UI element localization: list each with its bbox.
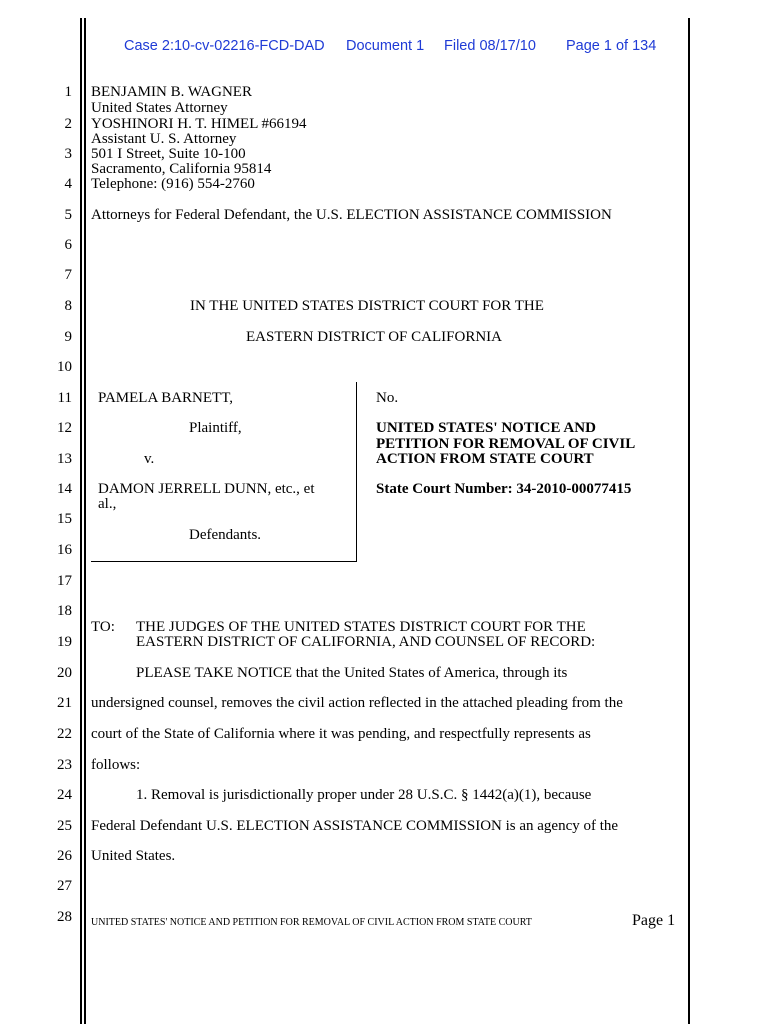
- defendant-role: Defendants.: [189, 527, 262, 543]
- line-number: 13: [57, 451, 72, 467]
- line-number: 1: [64, 84, 72, 100]
- filed-date: Filed 08/17/10: [444, 38, 536, 54]
- defendant-name-line2: al.,: [98, 496, 117, 512]
- body-line: PLEASE TAKE NOTICE that the United States of America, through its: [136, 665, 568, 681]
- document-number: Document 1: [346, 38, 425, 54]
- page-of-total: Page 1 of 134: [566, 38, 657, 54]
- line-number: 27: [57, 878, 72, 894]
- line-number: 16: [57, 542, 72, 558]
- line-number: 25: [57, 818, 72, 834]
- body-line: United States.: [91, 848, 176, 864]
- footer-page-number: Page 1: [632, 912, 676, 929]
- case-number: Case 2:10-cv-02216-FCD-DAD: [124, 38, 325, 54]
- right-margin-rule: [688, 18, 690, 1024]
- body-line: undersigned counsel, removes the civil action reflected in the attached pleading from the: [91, 695, 623, 711]
- attorney-line: YOSHINORI H. T. HIMEL #66194: [91, 116, 307, 132]
- line-number: 15: [57, 511, 72, 527]
- line-number: 8: [64, 298, 72, 314]
- state-court-number: State Court Number: 34-2010-00077415: [376, 481, 632, 497]
- court-heading-line1: IN THE UNITED STATES DISTRICT COURT FOR THE: [190, 298, 544, 314]
- document-title-line: ACTION FROM STATE COURT: [376, 451, 594, 467]
- line-number: 22: [57, 726, 72, 742]
- document-title-line: PETITION FOR REMOVAL OF CIVIL: [376, 436, 636, 452]
- line-number: 24: [57, 787, 72, 803]
- attorney-line: 501 I Street, Suite 10-100: [91, 146, 246, 162]
- line-number: 5: [64, 207, 72, 223]
- line-number: 26: [57, 848, 72, 864]
- line-number: 19: [57, 634, 72, 650]
- attorney-line: Sacramento, California 95814: [91, 161, 272, 177]
- to-label: TO:: [91, 619, 115, 635]
- body-line: follows:: [91, 757, 141, 773]
- plaintiff-name: PAMELA BARNETT,: [98, 390, 234, 406]
- line-number: 14: [57, 481, 72, 497]
- attorneys-for-line: Attorneys for Federal Defendant, the U.S. ELECTION ASSISTANCE COMMISSION: [91, 207, 612, 223]
- to-line1: THE JUDGES OF THE UNITED STATES DISTRICT COURT FOR THE: [136, 619, 586, 635]
- line-number: 11: [57, 390, 72, 406]
- caption-vertical-rule: [356, 382, 357, 562]
- attorney-line: Telephone: (916) 554-2760: [91, 176, 255, 192]
- line-number: 18: [57, 603, 72, 619]
- line-number: 9: [64, 329, 72, 345]
- footer-title: UNITED STATES' NOTICE AND PETITION FOR REMOVAL OF CIVIL ACTION FROM STATE COURT: [91, 917, 532, 928]
- line-number: 23: [57, 757, 72, 773]
- line-number: 4: [64, 176, 72, 192]
- attorney-line: United States Attorney: [91, 100, 228, 116]
- line-number: 17: [57, 573, 72, 589]
- line-number: 3: [64, 146, 72, 162]
- line-number: 2: [64, 116, 72, 132]
- body-line: 1. Removal is jurisdictionally proper under 28 U.S.C. § 1442(a)(1), because: [136, 787, 592, 803]
- attorney-line: Assistant U. S. Attorney: [91, 131, 237, 147]
- defendant-name-line1: DAMON JERRELL DUNN, etc., et: [98, 481, 315, 497]
- line-number: 10: [57, 359, 72, 375]
- to-line2: EASTERN DISTRICT OF CALIFORNIA, AND COUNSEL OF RECORD:: [136, 634, 596, 650]
- body-line: court of the State of California where it was pending, and respectfully represents as: [91, 726, 591, 742]
- attorney-line: BENJAMIN B. WAGNER: [91, 84, 252, 100]
- left-margin-rule-inner: [84, 18, 86, 1024]
- document-title-line: UNITED STATES' NOTICE AND: [376, 420, 596, 436]
- case-number-label: No.: [376, 390, 399, 406]
- line-number: 12: [57, 420, 72, 436]
- line-number: 7: [64, 267, 72, 283]
- plaintiff-role: Plaintiff,: [189, 420, 242, 436]
- line-number: 21: [57, 695, 72, 711]
- left-margin-rule-outer: [80, 18, 82, 1024]
- line-number: 20: [57, 665, 72, 681]
- line-number: 6: [64, 237, 72, 253]
- caption-bottom-rule: [91, 561, 357, 562]
- court-heading-line2: EASTERN DISTRICT OF CALIFORNIA: [246, 329, 502, 345]
- body-line: Federal Defendant U.S. ELECTION ASSISTANCE COMMISSION is an agency of the: [91, 818, 619, 834]
- versus: v.: [144, 451, 155, 467]
- line-number: 28: [57, 909, 72, 925]
